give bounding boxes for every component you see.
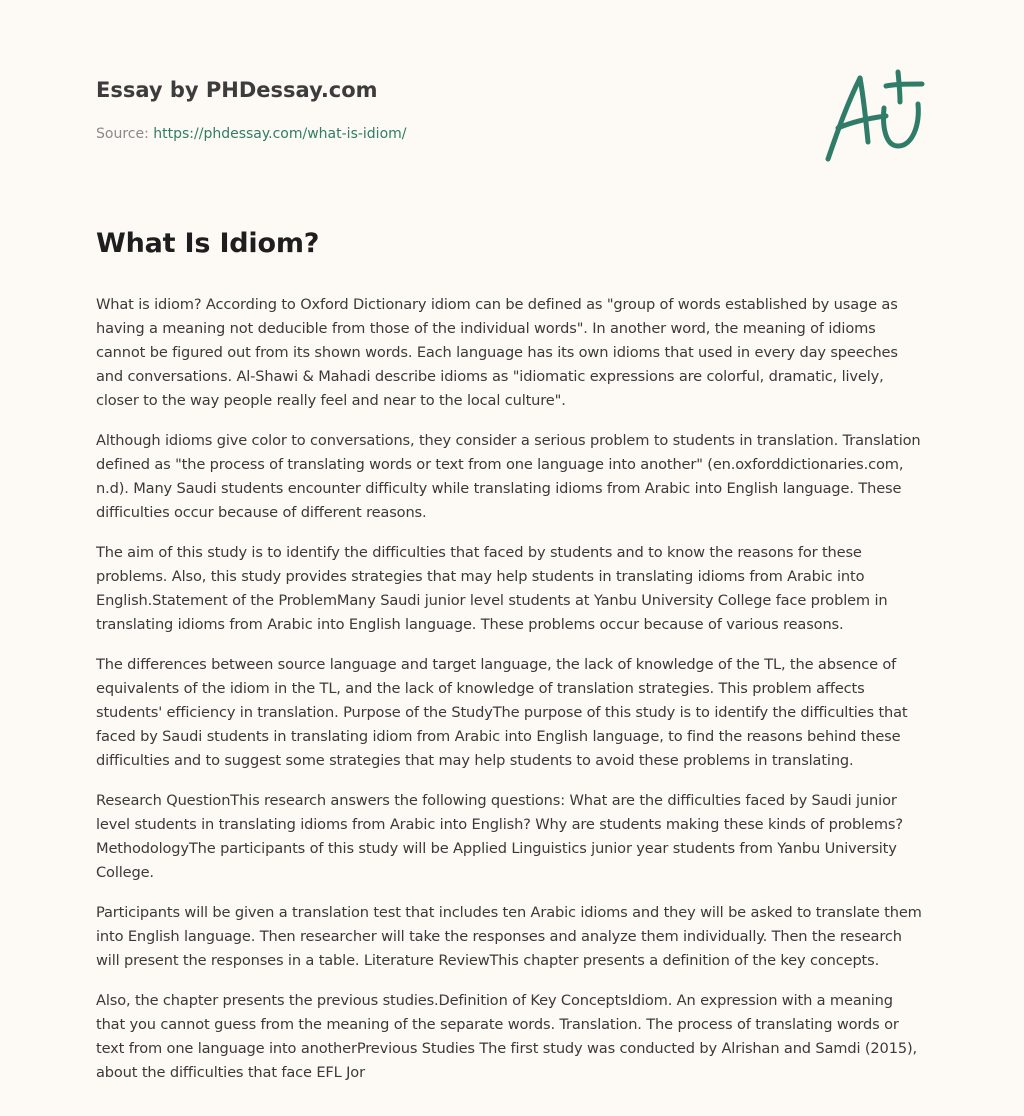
article-paragraph: The differences between source language and target language, the lack of knowledge of the TL, the absence of equivalents of the idiom in the TL, and the lack of knowledge of translation strategies. This problem affects students' efficiency in translation. Purpose of the StudyThe purpose of this study is to identify the difficulties that faced by Saudi students in translating idiom from Arabic into English language, to find the reasons behind these difficulties and to suggest some strategies that may help students to avoid these problems in translating.: [96, 656, 908, 769]
article-paragraph: Although idioms give color to conversations, they consider a serious problem to students in translation. Translation defined as "the process of translating words or text from one language into another" (en.oxforddictionaries.com, n.d). Many Saudi students encounter difficulty while translating idioms from Arabic into English language. These difficulties occur because of different reasons.: [96, 432, 921, 521]
article-title: What Is Idiom?: [96, 228, 320, 259]
source-label: Source:: [96, 126, 154, 142]
article-paragraph: Research QuestionThis research answers the following questions: What are the difficulties faced by Saudi junior level students in translating idioms from Arabic into English? Why are students making these kinds of problems? MethodologyThe participants of this study will be Applied Linguistics junior year students from Yanbu University College.: [96, 792, 903, 881]
brand-title: Essay by PHDessay.com: [96, 78, 378, 102]
essay-article: [96, 222, 926, 1101]
source-link[interactable]: https://phdessay.com/what-is-idiom/: [153, 126, 407, 142]
a-plus-grade-icon: [822, 66, 928, 166]
source-line: [96, 124, 796, 144]
article-paragraph: The aim of this study is to identify the difficulties that faced by students and to know the reasons for these problems. Also, this study provides strategies that may help students in translating idioms from Arabic into English.Statement of the ProblemMany Saudi junior level students at Yanbu University College face problem in translating idioms from Arabic into English language. These problems occur because of various reasons.: [96, 544, 888, 633]
article-paragraph: Also, the chapter presents the previous studies.Definition of Key ConceptsIdiom. An expression with a meaning that you cannot guess from the meaning of the separate words. Translation. The process of translating words or text from one language into anotherPrevious Studies The first study was conducted by Alrishan and Samdi (2015), about the difficulties that face EFL Jor: [96, 992, 917, 1081]
article-paragraph: What is idiom? According to Oxford Dictionary idiom can be defined as "group of words established by usage as having a meaning not deducible from those of the individual words". In another word, the meaning of idioms cannot be figured out from its shown words. Each language has its own idioms that used in every day speeches and conversations. Al-Shawi & Mahadi describe idioms as "idiomatic expressions are colorful, dramatic, lively, closer to the way people really feel and near to the local culture".: [96, 296, 898, 409]
article-paragraph: Participants will be given a translation test that includes ten Arabic idioms and they will be asked to translate them into English language. Then researcher will take the responses and analyze them individually. Then the research will present the responses in a table. Literature ReviewThis chapter presents a definition of the key concepts.: [96, 904, 922, 969]
essay-header: [96, 76, 796, 144]
